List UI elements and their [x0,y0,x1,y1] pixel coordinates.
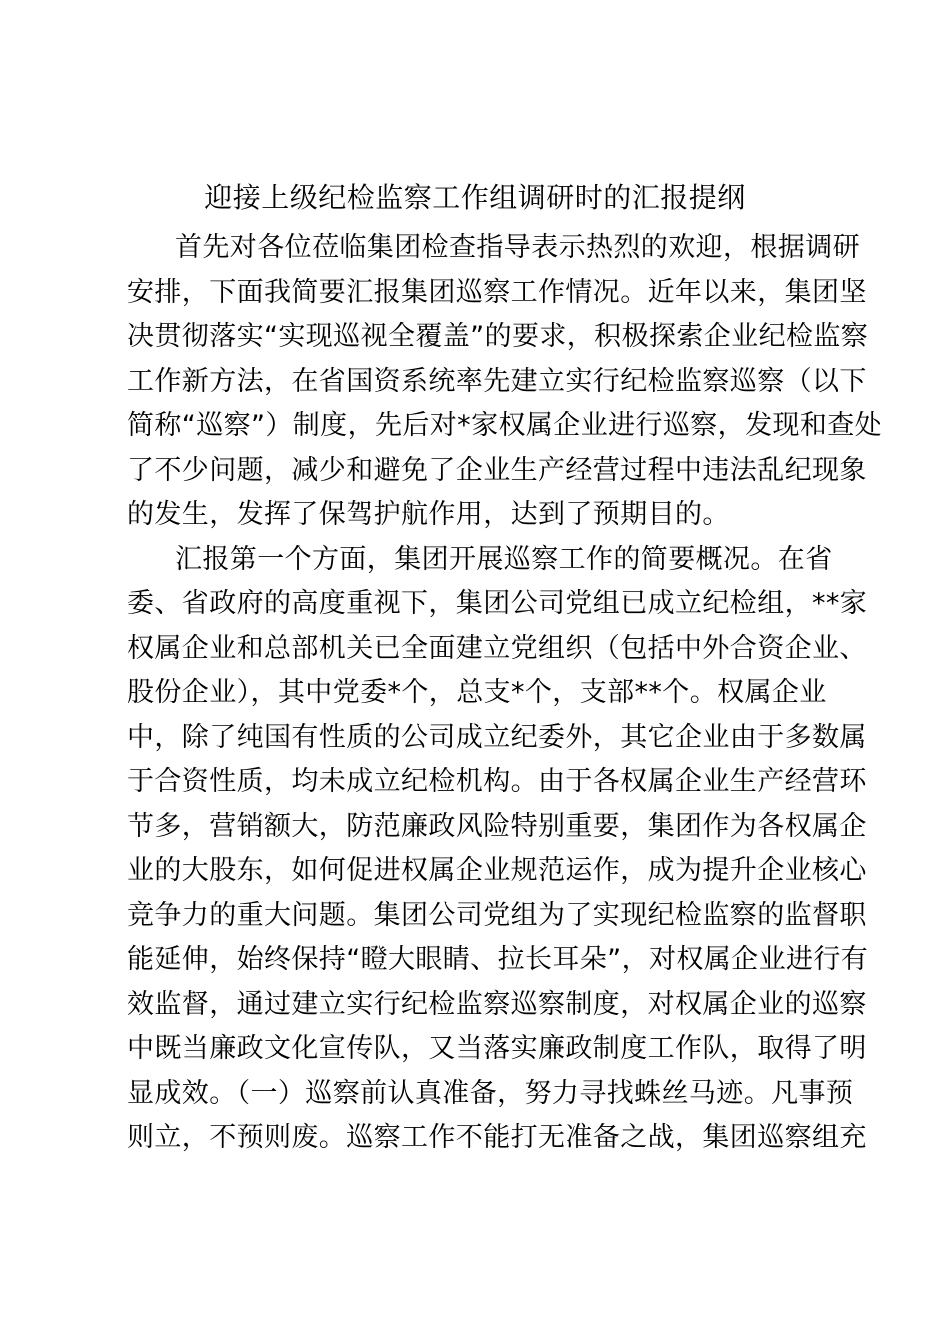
paragraph-line: 安排，下面我简要汇报集团巡察工作情况。近年以来，集团坚 [127,276,867,308]
paragraph-line: 委、省政府的高度重视下，集团公司党组已成立纪检组，**家 [127,588,868,619]
paragraph-line: 汇报第一个方面，集团开展巡察工作的简要概况。在省 [175,543,833,575]
document-title: 迎接上级纪检监察工作组调研时的汇报提纲 [204,181,746,214]
paragraph-line: 效监督，通过建立实行纪检监察巡察制度，对权属企业的巡察 [127,988,867,1020]
paragraph-line: 首先对各位莅临集团检查指导表示热烈的欢迎，根据调研 [175,232,860,263]
paragraph-line: 的发生，发挥了保驾护航作用，达到了预期目的。 [127,499,730,530]
paragraph-line: 决贯彻落实“实现巡视全覆盖”的要求，积极探索企业纪检监察 [127,321,869,352]
paragraph-line: 则立，不预则废。巡察工作不能打无准备之战，集团巡察组充 [127,1122,867,1153]
document-body [127,226,883,1161]
paragraph-line: 节多，营销额大，防范廉政风险特别重要，集团作为各权属企 [127,810,867,842]
paragraph-line: 中，除了纯国有性质的公司成立纪委外，其它企业由于多数属 [127,721,867,753]
paragraph-line: 业的大股东，如何促进权属企业规范运作，成为提升企业核心 [127,855,867,886]
paragraph-line: 竞争力的重大问题。集团公司党组为了实现纪检监察的监督职 [127,899,867,931]
paragraph-line: 了不少问题，减少和避免了企业生产经营过程中违法乱纪现象 [127,454,867,486]
paragraph-line: 显成效。（一）巡察前认真准备，努力寻找蛛丝马迹。凡事预 [127,1077,854,1109]
paragraph-line: 于合资性质，均未成立纪检机构。由于各权属企业生产经营环 [127,766,867,797]
paragraph-line: 中既当廉政文化宣传队，又当落实廉政制度工作队，取得了明 [127,1033,867,1064]
paragraph-line: 股份企业），其中党委*个，总支*个，支部**个。权属企业 [127,677,827,708]
paragraph-line: 简称“巡察”）制度，先后对*家权属企业进行巡察，发现和查处 [127,410,883,441]
paragraph-line: 能延伸，始终保持“瞪大眼睛、拉长耳朵”，对权属企业进行有 [127,944,869,975]
paragraph-line: 权属企业和总部机关已全面建立党组织（包括中外合资企业、 [127,632,867,664]
paragraph-line: 工作新方法，在省国资系统率先建立实行纪检监察巡察（以下 [127,365,867,397]
